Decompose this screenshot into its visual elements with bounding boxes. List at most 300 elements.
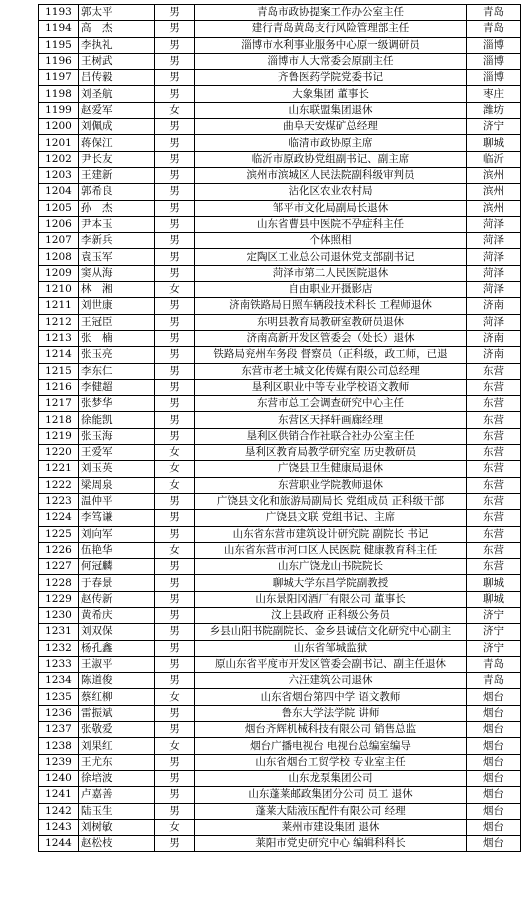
city-cell: 青岛 <box>467 21 521 37</box>
gender-cell: 男 <box>155 265 195 281</box>
name-cell: 郭太平 <box>79 5 155 21</box>
city-cell: 烟台 <box>467 836 521 852</box>
gender-cell: 男 <box>155 428 195 444</box>
gender-cell: 女 <box>155 282 195 298</box>
city-cell: 东营 <box>467 396 521 412</box>
name-cell: 李健超 <box>79 379 155 395</box>
city-cell: 聊城 <box>467 135 521 151</box>
table-row <box>39 640 521 656</box>
gender-cell: 男 <box>155 640 195 656</box>
city-cell: 菏泽 <box>467 282 521 298</box>
city-cell: 菏泽 <box>467 314 521 330</box>
city-cell: 东营 <box>467 477 521 493</box>
name-cell: 吕传毅 <box>79 70 155 86</box>
serial-number-cell: 1221 <box>39 461 79 477</box>
work-unit-position-cell: 烟台齐辉机械科技有限公司 销售总监 <box>195 722 467 738</box>
gender-cell: 男 <box>155 135 195 151</box>
table-row <box>39 21 521 37</box>
name-cell: 刘双保 <box>79 624 155 640</box>
member-table-body <box>39 5 521 852</box>
city-cell: 烟台 <box>467 689 521 705</box>
name-cell: 李执礼 <box>79 37 155 53</box>
name-cell: 黄希庆 <box>79 607 155 623</box>
gender-cell: 男 <box>155 493 195 509</box>
serial-number-cell: 1234 <box>39 673 79 689</box>
name-cell: 张敬爱 <box>79 722 155 738</box>
name-cell: 窦从海 <box>79 265 155 281</box>
city-cell: 临沂 <box>467 151 521 167</box>
work-unit-position-cell: 临清市政协原主席 <box>195 135 467 151</box>
work-unit-position-cell: 东营市总工会调查研究中心主任 <box>195 396 467 412</box>
city-cell: 济南 <box>467 347 521 363</box>
gender-cell: 女 <box>155 542 195 558</box>
gender-cell: 女 <box>155 738 195 754</box>
gender-cell: 女 <box>155 461 195 477</box>
table-row <box>39 5 521 21</box>
member-table <box>38 4 521 852</box>
gender-cell: 男 <box>155 787 195 803</box>
city-cell: 烟台 <box>467 770 521 786</box>
work-unit-position-cell: 莱州市建设集团 退休 <box>195 819 467 835</box>
name-cell: 郭希良 <box>79 184 155 200</box>
table-row <box>39 542 521 558</box>
table-row <box>39 591 521 607</box>
work-unit-position-cell: 邹平市文化局副局长退休 <box>195 200 467 216</box>
work-unit-position-cell: 沾化区农业农村局 <box>195 184 467 200</box>
work-unit-position-cell: 广饶县文化和旅游局副局长 党组成员 正科级干部 <box>195 493 467 509</box>
gender-cell: 男 <box>155 70 195 86</box>
gender-cell: 男 <box>155 21 195 37</box>
table-row <box>39 151 521 167</box>
serial-number-cell: 1226 <box>39 542 79 558</box>
name-cell: 刘圣航 <box>79 86 155 102</box>
gender-cell: 男 <box>155 151 195 167</box>
table-row <box>39 53 521 69</box>
table-row <box>39 722 521 738</box>
name-cell: 于春景 <box>79 575 155 591</box>
work-unit-position-cell: 聊城大学东昌学院副教授 <box>195 575 467 591</box>
city-cell: 东营 <box>467 526 521 542</box>
city-cell: 东营 <box>467 412 521 428</box>
serial-number-cell: 1216 <box>39 379 79 395</box>
name-cell: 张梦华 <box>79 396 155 412</box>
table-row <box>39 787 521 803</box>
city-cell: 聊城 <box>467 575 521 591</box>
work-unit-position-cell: 青岛市政协提案工作办公室主任 <box>195 5 467 21</box>
city-cell: 淄博 <box>467 37 521 53</box>
work-unit-position-cell: 滨州市滨城区人民法院副科级审判员 <box>195 167 467 183</box>
city-cell: 菏泽 <box>467 233 521 249</box>
work-unit-position-cell: 垦利区教育局教学研究室 历史教研员 <box>195 445 467 461</box>
work-unit-position-cell: 莱阳市党史研究中心 编辑科科长 <box>195 836 467 852</box>
name-cell: 高 杰 <box>79 21 155 37</box>
gender-cell: 男 <box>155 754 195 770</box>
city-cell: 烟台 <box>467 787 521 803</box>
name-cell: 徐培波 <box>79 770 155 786</box>
serial-number-cell: 1241 <box>39 787 79 803</box>
name-cell: 张 楠 <box>79 330 155 346</box>
gender-cell: 男 <box>155 607 195 623</box>
gender-cell: 男 <box>155 591 195 607</box>
name-cell: 赵爱军 <box>79 102 155 118</box>
serial-number-cell: 1201 <box>39 135 79 151</box>
city-cell: 济宁 <box>467 607 521 623</box>
gender-cell: 女 <box>155 689 195 705</box>
work-unit-position-cell: 垦利区供销合作社联合社办公室主任 <box>195 428 467 444</box>
table-row <box>39 200 521 216</box>
city-cell: 济宁 <box>467 624 521 640</box>
name-cell: 刘世康 <box>79 298 155 314</box>
serial-number-cell: 1196 <box>39 53 79 69</box>
city-cell: 济南 <box>467 330 521 346</box>
name-cell: 李东仁 <box>79 363 155 379</box>
table-row <box>39 167 521 183</box>
gender-cell: 男 <box>155 216 195 232</box>
name-cell: 张玉亮 <box>79 347 155 363</box>
name-cell: 蔡红柳 <box>79 689 155 705</box>
table-row <box>39 656 521 672</box>
city-cell: 东营 <box>467 461 521 477</box>
table-row <box>39 363 521 379</box>
table-row <box>39 135 521 151</box>
work-unit-position-cell: 济南铁路局日照车辆段技术科长 工程师退休 <box>195 298 467 314</box>
work-unit-position-cell: 铁路局兖州车务段 督察员（正科级，政工师，已退 <box>195 347 467 363</box>
serial-number-cell: 1206 <box>39 216 79 232</box>
name-cell: 卢嘉善 <box>79 787 155 803</box>
table-row <box>39 673 521 689</box>
work-unit-position-cell: 建行青岛黄岛支行风险管理部主任 <box>195 21 467 37</box>
gender-cell: 男 <box>155 412 195 428</box>
city-cell: 东营 <box>467 379 521 395</box>
table-row <box>39 330 521 346</box>
serial-number-cell: 1215 <box>39 363 79 379</box>
gender-cell: 男 <box>155 673 195 689</box>
city-cell: 济宁 <box>467 119 521 135</box>
name-cell: 李新兵 <box>79 233 155 249</box>
name-cell: 蒋保江 <box>79 135 155 151</box>
work-unit-position-cell: 原山东省平度市开发区管委会副书记、副主任退休 <box>195 656 467 672</box>
gender-cell: 男 <box>155 624 195 640</box>
gender-cell: 男 <box>155 575 195 591</box>
table-row <box>39 298 521 314</box>
work-unit-position-cell: 广饶县文联 党组书记、主席 <box>195 510 467 526</box>
serial-number-cell: 1243 <box>39 819 79 835</box>
work-unit-position-cell: 六汪建筑公司退休 <box>195 673 467 689</box>
table-row <box>39 216 521 232</box>
table-row <box>39 233 521 249</box>
gender-cell: 男 <box>155 803 195 819</box>
name-cell: 赵传新 <box>79 591 155 607</box>
city-cell: 济南 <box>467 298 521 314</box>
gender-cell: 男 <box>155 363 195 379</box>
city-cell: 烟台 <box>467 738 521 754</box>
work-unit-position-cell: 自由职业开摄影店 <box>195 282 467 298</box>
gender-cell: 女 <box>155 477 195 493</box>
work-unit-position-cell: 汶上县政府 正科级公务员 <box>195 607 467 623</box>
gender-cell: 男 <box>155 347 195 363</box>
city-cell: 菏泽 <box>467 265 521 281</box>
table-row <box>39 510 521 526</box>
name-cell: 徐能凯 <box>79 412 155 428</box>
gender-cell: 男 <box>155 836 195 852</box>
city-cell: 东营 <box>467 542 521 558</box>
serial-number-cell: 1236 <box>39 705 79 721</box>
work-unit-position-cell: 山东省东营市河口区人民医院 健康教育科主任 <box>195 542 467 558</box>
work-unit-position-cell: 临沂市原政协党组副书记、副主席 <box>195 151 467 167</box>
serial-number-cell: 1194 <box>39 21 79 37</box>
table-row <box>39 379 521 395</box>
work-unit-position-cell: 曲阜天安煤矿总经理 <box>195 119 467 135</box>
work-unit-position-cell: 山东省邹城监狱 <box>195 640 467 656</box>
table-row <box>39 836 521 852</box>
work-unit-position-cell: 菏泽市第二人民医院退休 <box>195 265 467 281</box>
city-cell: 烟台 <box>467 722 521 738</box>
name-cell: 伍艳华 <box>79 542 155 558</box>
gender-cell: 男 <box>155 510 195 526</box>
city-cell: 潍坊 <box>467 102 521 118</box>
city-cell: 烟台 <box>467 819 521 835</box>
name-cell: 孙 杰 <box>79 200 155 216</box>
serial-number-cell: 1195 <box>39 37 79 53</box>
work-unit-position-cell: 定陶区工业总公司退休党支部副书记 <box>195 249 467 265</box>
name-cell: 梁周泉 <box>79 477 155 493</box>
city-cell: 聊城 <box>467 591 521 607</box>
gender-cell: 男 <box>155 37 195 53</box>
table-row <box>39 689 521 705</box>
name-cell: 刘树敏 <box>79 819 155 835</box>
gender-cell: 男 <box>155 379 195 395</box>
table-row <box>39 396 521 412</box>
table-row <box>39 607 521 623</box>
gender-cell: 女 <box>155 445 195 461</box>
gender-cell: 男 <box>155 705 195 721</box>
table-row <box>39 738 521 754</box>
serial-number-cell: 1244 <box>39 836 79 852</box>
serial-number-cell: 1198 <box>39 86 79 102</box>
table-row <box>39 493 521 509</box>
gender-cell: 男 <box>155 200 195 216</box>
table-row <box>39 249 521 265</box>
serial-number-cell: 1210 <box>39 282 79 298</box>
city-cell: 淄博 <box>467 53 521 69</box>
serial-number-cell: 1208 <box>39 249 79 265</box>
work-unit-position-cell: 东营区天择轩画廊经理 <box>195 412 467 428</box>
table-row <box>39 624 521 640</box>
serial-number-cell: 1224 <box>39 510 79 526</box>
name-cell: 尹本玉 <box>79 216 155 232</box>
work-unit-position-cell: 东营职业学院教师退休 <box>195 477 467 493</box>
table-row <box>39 86 521 102</box>
table-row <box>39 347 521 363</box>
work-unit-position-cell: 个体照相 <box>195 233 467 249</box>
gender-cell: 男 <box>155 330 195 346</box>
city-cell: 烟台 <box>467 803 521 819</box>
work-unit-position-cell: 山东省烟台工贸学校 专业室主任 <box>195 754 467 770</box>
serial-number-cell: 1233 <box>39 656 79 672</box>
gender-cell: 男 <box>155 249 195 265</box>
serial-number-cell: 1218 <box>39 412 79 428</box>
table-row <box>39 575 521 591</box>
name-cell: 赵松枝 <box>79 836 155 852</box>
name-cell: 王树武 <box>79 53 155 69</box>
work-unit-position-cell: 东明县教育局教研室教研员退休 <box>195 314 467 330</box>
name-cell: 刘向军 <box>79 526 155 542</box>
serial-number-cell: 1242 <box>39 803 79 819</box>
city-cell: 滨州 <box>467 167 521 183</box>
name-cell: 尹长友 <box>79 151 155 167</box>
city-cell: 淄博 <box>467 70 521 86</box>
work-unit-position-cell: 济南高新开发区管委会（处长）退休 <box>195 330 467 346</box>
serial-number-cell: 1240 <box>39 770 79 786</box>
gender-cell: 男 <box>155 184 195 200</box>
work-unit-position-cell: 淄博市水利事业服务中心原一级调研员 <box>195 37 467 53</box>
city-cell: 烟台 <box>467 705 521 721</box>
serial-number-cell: 1230 <box>39 607 79 623</box>
table-row <box>39 477 521 493</box>
gender-cell: 男 <box>155 233 195 249</box>
serial-number-cell: 1211 <box>39 298 79 314</box>
serial-number-cell: 1214 <box>39 347 79 363</box>
name-cell: 王冠臣 <box>79 314 155 330</box>
city-cell: 东营 <box>467 559 521 575</box>
work-unit-position-cell: 蓬莱大陆液压配件有限公司 经理 <box>195 803 467 819</box>
serial-number-cell: 1209 <box>39 265 79 281</box>
serial-number-cell: 1223 <box>39 493 79 509</box>
name-cell: 王淑平 <box>79 656 155 672</box>
gender-cell: 男 <box>155 314 195 330</box>
work-unit-position-cell: 山东广饶龙山书院院长 <box>195 559 467 575</box>
table-row <box>39 265 521 281</box>
gender-cell: 女 <box>155 819 195 835</box>
city-cell: 青岛 <box>467 5 521 21</box>
serial-number-cell: 1227 <box>39 559 79 575</box>
city-cell: 滨州 <box>467 184 521 200</box>
city-cell: 青岛 <box>467 656 521 672</box>
serial-number-cell: 1239 <box>39 754 79 770</box>
name-cell: 林 湘 <box>79 282 155 298</box>
name-cell: 袁玉军 <box>79 249 155 265</box>
work-unit-position-cell: 乡县山阳书院副院长、金乡县诚信文化研究中心副主 <box>195 624 467 640</box>
serial-number-cell: 1229 <box>39 591 79 607</box>
city-cell: 东营 <box>467 363 521 379</box>
name-cell: 陈道俊 <box>79 673 155 689</box>
work-unit-position-cell: 广饶县卫生健康局退休 <box>195 461 467 477</box>
name-cell: 何冠麟 <box>79 559 155 575</box>
name-cell: 雷振斌 <box>79 705 155 721</box>
serial-number-cell: 1212 <box>39 314 79 330</box>
gender-cell: 男 <box>155 722 195 738</box>
work-unit-position-cell: 山东省东营市建筑设计研究院 副院长 书记 <box>195 526 467 542</box>
serial-number-cell: 1213 <box>39 330 79 346</box>
serial-number-cell: 1232 <box>39 640 79 656</box>
table-row <box>39 445 521 461</box>
work-unit-position-cell: 鲁东大学法学院 讲师 <box>195 705 467 721</box>
serial-number-cell: 1237 <box>39 722 79 738</box>
name-cell: 张玉海 <box>79 428 155 444</box>
serial-number-cell: 1199 <box>39 102 79 118</box>
name-cell: 杨孔鑫 <box>79 640 155 656</box>
city-cell: 菏泽 <box>467 249 521 265</box>
city-cell: 青岛 <box>467 673 521 689</box>
work-unit-position-cell: 山东景阳冈酒厂有限公司 董事长 <box>195 591 467 607</box>
serial-number-cell: 1203 <box>39 167 79 183</box>
city-cell: 东营 <box>467 428 521 444</box>
table-row <box>39 559 521 575</box>
name-cell: 王爱军 <box>79 445 155 461</box>
serial-number-cell: 1207 <box>39 233 79 249</box>
serial-number-cell: 1238 <box>39 738 79 754</box>
serial-number-cell: 1217 <box>39 396 79 412</box>
work-unit-position-cell: 山东联盟集团退休 <box>195 102 467 118</box>
table-row <box>39 770 521 786</box>
work-unit-position-cell: 淄博市人大常委会原副主任 <box>195 53 467 69</box>
serial-number-cell: 1197 <box>39 70 79 86</box>
name-cell: 刘果红 <box>79 738 155 754</box>
serial-number-cell: 1231 <box>39 624 79 640</box>
table-row <box>39 102 521 118</box>
city-cell: 枣庄 <box>467 86 521 102</box>
table-row <box>39 428 521 444</box>
work-unit-position-cell: 烟台广播电视台 电视台总编室编导 <box>195 738 467 754</box>
serial-number-cell: 1228 <box>39 575 79 591</box>
serial-number-cell: 1205 <box>39 200 79 216</box>
table-row <box>39 754 521 770</box>
serial-number-cell: 1220 <box>39 445 79 461</box>
gender-cell: 男 <box>155 770 195 786</box>
city-cell: 东营 <box>467 493 521 509</box>
table-row <box>39 37 521 53</box>
table-row <box>39 705 521 721</box>
table-row <box>39 412 521 428</box>
gender-cell: 男 <box>155 53 195 69</box>
table-row <box>39 282 521 298</box>
name-cell: 刘玉英 <box>79 461 155 477</box>
name-cell: 刘佩成 <box>79 119 155 135</box>
table-row <box>39 526 521 542</box>
name-cell: 李笃谦 <box>79 510 155 526</box>
gender-cell: 男 <box>155 396 195 412</box>
gender-cell: 男 <box>155 5 195 21</box>
city-cell: 济宁 <box>467 640 521 656</box>
city-cell: 东营 <box>467 510 521 526</box>
gender-cell: 男 <box>155 559 195 575</box>
work-unit-position-cell: 山东龙泵集团公司 <box>195 770 467 786</box>
work-unit-position-cell: 大象集团 董事长 <box>195 86 467 102</box>
table-row <box>39 119 521 135</box>
serial-number-cell: 1219 <box>39 428 79 444</box>
name-cell: 陆玉生 <box>79 803 155 819</box>
table-row <box>39 184 521 200</box>
name-cell: 王尤东 <box>79 754 155 770</box>
city-cell: 菏泽 <box>467 216 521 232</box>
gender-cell: 男 <box>155 656 195 672</box>
gender-cell: 男 <box>155 298 195 314</box>
serial-number-cell: 1204 <box>39 184 79 200</box>
table-row <box>39 314 521 330</box>
table-row <box>39 819 521 835</box>
city-cell: 烟台 <box>467 754 521 770</box>
serial-number-cell: 1193 <box>39 5 79 21</box>
work-unit-position-cell: 山东蓬莱邮政集团分公司 员工 退休 <box>195 787 467 803</box>
table-row <box>39 70 521 86</box>
name-cell: 温仲平 <box>79 493 155 509</box>
name-cell: 王建新 <box>79 167 155 183</box>
work-unit-position-cell: 垦利区职业中等专业学校语文教师 <box>195 379 467 395</box>
gender-cell: 女 <box>155 102 195 118</box>
city-cell: 东营 <box>467 445 521 461</box>
table-row <box>39 803 521 819</box>
serial-number-cell: 1235 <box>39 689 79 705</box>
